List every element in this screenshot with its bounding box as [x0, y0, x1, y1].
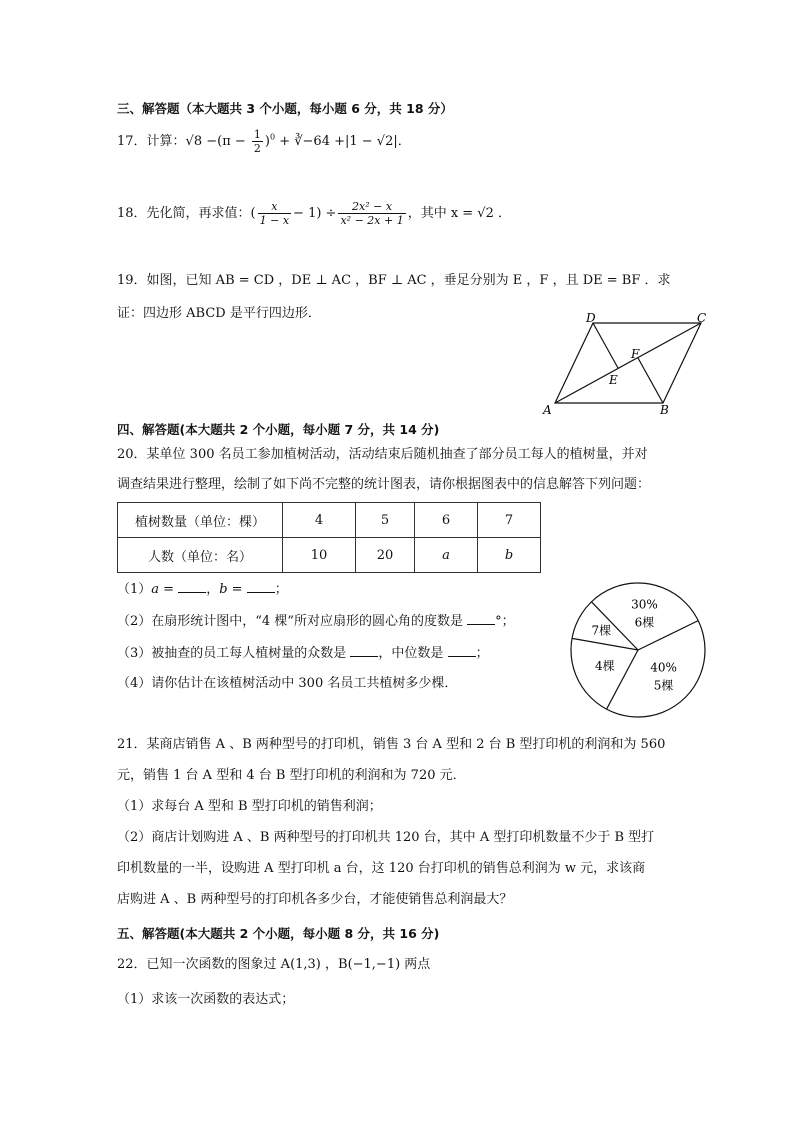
- answer-blank-a: [178, 580, 206, 593]
- q20-sub3: [117, 644, 489, 663]
- q20-sub2-text: （2）在扇形统计图中，“4 棵”所对应扇形的圆心角的度数是: [117, 614, 463, 629]
- q22-line1: 22．已知一次函数的图象过 A(1,3) ，B(−1,−1) 两点: [117, 957, 431, 972]
- q21-sub2-line1: （2）商店计划购进 A 、B 两种型号的打印机共 120 台，其中 A 型打印机数量不少于 B 型打: [117, 830, 655, 845]
- label-f: F: [631, 347, 640, 361]
- table-cell: 4: [283, 503, 356, 538]
- question-18: [117, 200, 511, 227]
- q21-line1: 21．某商店销售 A 、B 两种型号的打印机，销售 3 台 A 型和 2 台 B 型打印机的利润和为 560: [117, 737, 666, 752]
- pie-slice-label: 6棵: [634, 615, 655, 630]
- table-cell: 7: [478, 503, 541, 538]
- q20-sub3-end: ；: [475, 646, 489, 661]
- q18-tail: ，其中 x = √2 ．: [407, 206, 511, 221]
- label-c: C: [697, 311, 707, 325]
- answer-blank-b: [247, 580, 275, 593]
- q17-half-num: 1: [253, 128, 261, 141]
- question-17: 17．计算：√8 −(π − $\frac{1}{2}$ )$^0$ + ∛−64 +|1 − √2|．: [117, 128, 411, 155]
- q20-sub1: [117, 580, 288, 599]
- label-b: B: [660, 403, 669, 417]
- table-cell: 人数（单位：名）: [118, 538, 283, 573]
- q18-fraction-2: [338, 200, 405, 227]
- table-cell: 10: [283, 538, 356, 573]
- q17-half-fraction: [252, 128, 263, 155]
- answer-blank-median: [448, 644, 476, 657]
- section4-heading: 四、解答题(本大题共 2 个小题，每小题 7 分，共 14 分): [117, 422, 440, 437]
- label-a: A: [543, 403, 552, 417]
- q18-f2-den: x² − 2x + 1: [340, 214, 404, 227]
- q19-line2: 证：四边形 ABCD 是平行四边形．: [117, 306, 321, 321]
- q17-exponent: 0: [269, 132, 276, 142]
- q18-fraction-1: [258, 200, 291, 227]
- q20-sub1-sep: ，: [206, 582, 220, 597]
- q18-f1-num: x: [258, 200, 291, 214]
- pie-chart: [568, 580, 708, 720]
- tree-count-table: [117, 502, 541, 573]
- q20-sub4: （4）请你估计在该植树活动中 300 名员工共植树多少棵．: [117, 676, 458, 691]
- pie-slice-label: 7棵: [591, 623, 612, 638]
- q20-sub1-num: （1）: [117, 582, 152, 597]
- q20-sub1-end: ；: [274, 582, 288, 597]
- table-cell: 20: [356, 538, 415, 573]
- q22-sub1: （1）求该一次函数的表达式；: [117, 992, 295, 1007]
- table-cell: 植树数量（单位：棵）: [118, 503, 283, 538]
- q17-term1: √8 −(π −: [185, 134, 250, 149]
- table-cell: a: [415, 538, 478, 573]
- q18-label: 18．先化简，再求值：(: [117, 206, 256, 221]
- q21-sub1: （1）求每台 A 型和 B 型打印机的销售利润；: [117, 799, 382, 814]
- segment-de: [593, 323, 618, 368]
- q18-f2-num: 2x² − x: [338, 200, 405, 214]
- pie-slice-percent: 40%: [650, 660, 677, 675]
- table-cell: b: [478, 538, 541, 573]
- q20-sub1-a: a =: [151, 582, 175, 597]
- q21-sub2-line2: 印机数量的一半，设购进 A 型打印机 a 台，这 120 台打印机的销售总利润为 w 元，求该商: [117, 861, 646, 876]
- answer-blank-mode: [350, 644, 378, 657]
- diagonal-ac: [555, 323, 701, 403]
- q21-sub2-line3: 店购进 A 、B 两种型号的打印机各多少台，才能使销售总利润最大？: [117, 892, 513, 907]
- q18-mid: − 1) ÷: [293, 206, 337, 221]
- q17-label: 17．计算：: [117, 134, 186, 149]
- pie-slice-label: 4棵: [595, 659, 615, 674]
- q20-sub3-median: ，中位数是: [378, 646, 444, 661]
- q19-line1: 19．如图，已知 AB = CD ，DE ⊥ AC ，BF ⊥ AC ，垂足分别为 E ，F ，且 DE = BF ．求: [117, 273, 671, 288]
- q20-line2: 调查结果进行整理，绘制了如下尚不完整的统计图表，请你根据图表中的信息解答下列问题：: [117, 477, 651, 492]
- q20-sub1-b: b =: [219, 582, 243, 597]
- table-row: [118, 538, 541, 573]
- table-cell: 6: [415, 503, 478, 538]
- q20-line1: 20．某单位 300 名员工参加植树活动，活动结束后随机抽查了部分员工每人的植树量，并对: [117, 447, 648, 462]
- q20-sub2: [117, 612, 515, 631]
- table-cell: 5: [356, 503, 415, 538]
- segment-bf: [638, 358, 663, 403]
- pie-slice-label: 5棵: [653, 678, 674, 693]
- q20-sub2-tail: °；: [495, 614, 515, 629]
- pie-slice-percent: 30%: [631, 597, 658, 612]
- q17-half-den: 2: [253, 142, 261, 155]
- label-e: E: [609, 373, 618, 387]
- q17-term2: + ∛−64 +|1 − √2|．: [279, 134, 411, 149]
- label-d: D: [586, 311, 596, 325]
- parallelogram-figure: [540, 310, 720, 420]
- table-row: [118, 503, 541, 538]
- q20-sub3-mode: （3）被抽查的员工每人植树量的众数是: [117, 646, 347, 661]
- section3-heading: 三、解答题（本大题共 3 个小题，每小题 6 分，共 18 分）: [117, 101, 453, 116]
- answer-blank-angle: [467, 612, 495, 625]
- section5-heading: 五、解答题(本大题共 2 个小题，每小题 8 分，共 16 分): [117, 926, 440, 941]
- q18-f1-den: 1 − x: [259, 214, 290, 227]
- q21-line2: 元，销售 1 台 A 型和 4 台 B 型打印机的利润和为 720 元．: [117, 768, 466, 783]
